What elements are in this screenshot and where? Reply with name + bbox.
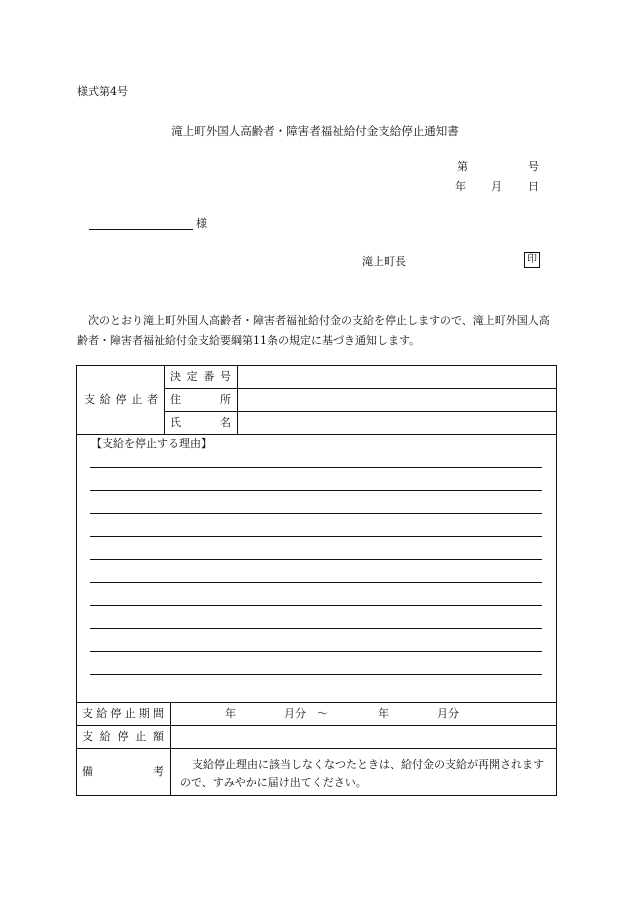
reason-line	[90, 559, 542, 560]
recipient-suffix: 様	[196, 217, 207, 230]
ref-dai: 第	[457, 160, 468, 173]
notice-body-text: 次のとおり滝上町外国人高齢者・障害者福祉給付金の支給を停止しますので、滝上町外国人高齢者・障害者福祉給付金支給要綱第11条の規定に基づき通知します。	[77, 314, 550, 347]
issuer-name: 滝上町長	[362, 255, 406, 268]
period-tilde: ～	[317, 707, 328, 720]
divider-row-1	[164, 388, 556, 389]
date-year: 年	[455, 180, 466, 193]
reason-line	[90, 536, 542, 537]
divider-label-col	[164, 365, 165, 434]
divider-row-2	[164, 411, 556, 412]
period-year-end: 年	[378, 707, 389, 720]
reason-line	[90, 651, 542, 652]
name-label: 氏 名	[170, 416, 231, 429]
reason-label: 【支給を停止する理由】	[91, 437, 212, 450]
reason-line	[90, 513, 542, 514]
reason-line	[90, 490, 542, 491]
document-title: 滝上町外国人高齢者・障害者福祉給付金支給停止通知書	[171, 124, 459, 138]
date-month: 月	[491, 180, 502, 193]
period-month-start: 月分	[284, 707, 306, 720]
form-number: 様式第4号	[77, 85, 128, 98]
reason-line	[90, 674, 542, 675]
seal-mark: 印	[524, 252, 540, 268]
address-label: 住 所	[170, 393, 231, 406]
divider-bottom-col	[170, 702, 171, 795]
reference-number	[457, 160, 539, 173]
table-border-top	[76, 365, 557, 366]
reason-line	[90, 467, 542, 468]
amount-label: 支給停止額	[82, 730, 164, 743]
divider-reason-top	[76, 434, 557, 435]
reason-line	[90, 582, 542, 583]
table-border-left	[76, 365, 77, 795]
divider-remarks-top	[76, 748, 557, 749]
table-border-right	[556, 365, 557, 795]
reason-line	[90, 628, 542, 629]
reason-line	[90, 605, 542, 606]
period-label: 支給停止期間	[82, 707, 164, 720]
period-year-start: 年	[225, 707, 236, 720]
divider-period-top	[76, 702, 557, 703]
divider-amount-top	[76, 725, 557, 726]
decision-number-label: 決定番号	[170, 370, 231, 383]
table-border-bottom	[76, 795, 557, 796]
stopped-person-label: 支給停止者	[84, 393, 158, 406]
ref-go: 号	[528, 160, 539, 173]
date-day: 日	[528, 180, 539, 193]
recipient-name-line	[89, 229, 193, 230]
remarks-label: 備 考	[82, 765, 164, 778]
period-month-end: 月分	[437, 707, 459, 720]
remarks-text: 支給停止理由に該当しなくなつたときは、給付金の支給が再開されますので、すみやかに届け出てください。	[180, 758, 544, 789]
divider-field-col	[237, 365, 238, 434]
